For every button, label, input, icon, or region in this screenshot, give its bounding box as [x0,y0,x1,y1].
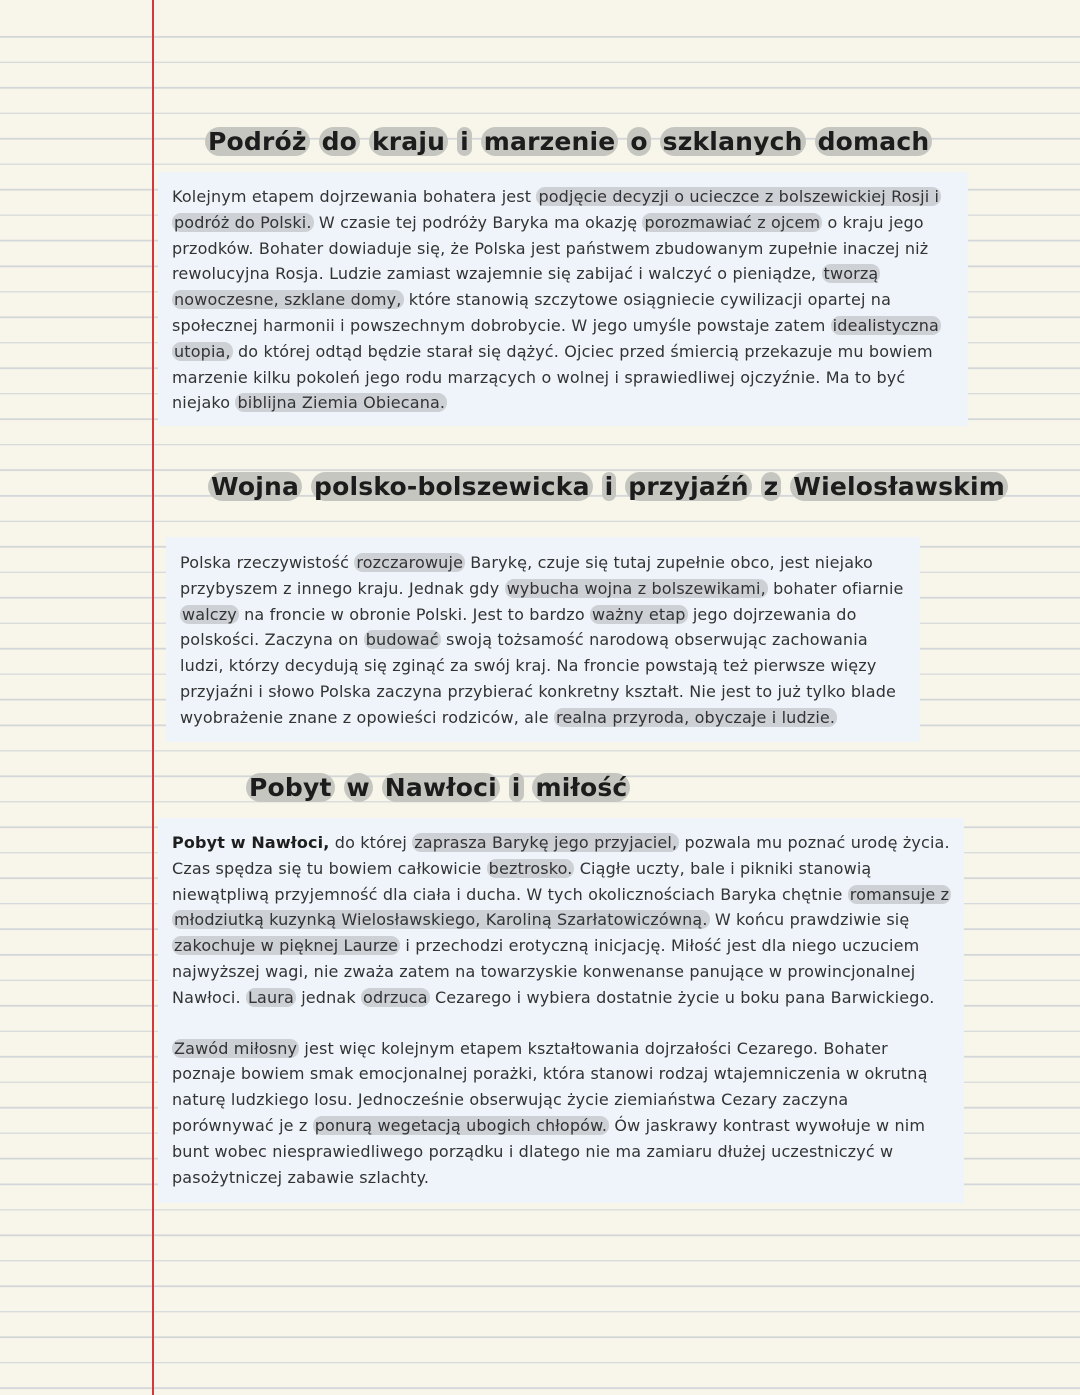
text-run: Ciągłe uczty, bale i pikniki stanowią niewątpliwą przyjemność dla ciała i ducha. W tych okolicznościach Baryka chętnie [172,858,872,904]
heading-word: Wielosławskim [790,472,1008,501]
highlighted-phrase: idealistyczna utopia, [174,315,939,361]
highlighted-phrase: zakochuje w pięknej Laurze [174,936,399,956]
text-run: jednak [295,987,361,1007]
highlighted-phrase: rozczarowuje [356,553,464,572]
highlighted-phrase: odrzuca [363,987,428,1007]
heading-word: Pobyt [246,773,335,802]
heading-word: przyjaźń [625,472,751,501]
text-run: Polska rzeczywistość [180,553,355,572]
text-run: na froncie w obronie Polski. Jest to bardzo [238,604,591,624]
heading-word: do [319,127,360,156]
text-run: Kolejnym etapem dojrzewania bohatera jest [172,187,537,206]
highlighted-phrase: ważny etap [592,604,686,624]
text-run: jego dojrzewania do polskości. Zaczyna on [180,604,857,650]
heading-word: kraju [369,127,448,156]
margin-line [152,0,154,1395]
highlighted-phrase: Laura [247,987,294,1007]
heading-word: o [627,127,650,156]
paragraph [172,830,950,1011]
highlighted-phrase: walczy [182,604,237,624]
heading-word: miłość [532,773,630,802]
highlighted-phrase: tworzą nowoczesne, szklane domy, [174,264,879,310]
highlighted-phrase: podjęcie decyzji o ucieczce z bolszewickiej Rosji i podróż do Polski. [174,187,940,232]
heading-word: i [457,127,472,156]
text-run: które stanowią szczytowe osiągniecie cywilizacji opartej na społecznej harmonii i powszechnym dobrobycie. W jego umyśle powstaje zatem [172,290,892,335]
text-run: W czasie tej podróży Baryka ma okazję [313,212,643,232]
highlighted-phrase: Zawód miłosny [174,1038,298,1058]
bold-phrase: Pobyt w Nawłoci, [172,833,330,852]
section-note [158,172,968,426]
section-heading [205,127,932,156]
text-run: do której [329,833,413,852]
section-heading [246,773,630,802]
section-note [158,818,964,1203]
text-run: do której odtąd będzie starał się dążyć. Ojciec przed śmiercią przekazuje mu bowiem marzenie kilku pokoleń jego rodu marzących o wolnej i sprawiedliwej ojczyźnie. Ma to być niejako [172,341,933,413]
highlighted-phrase: porozmawiać z ojcem [644,212,821,232]
heading-word: i [602,472,617,501]
text-run: swoją tożsamość narodową obserwując zachowania ludzi, którzy decydują się zginąć za swój kraj. Na froncie powstają też pierwsze więzy przyjaźni i słowo Polska zaczyna przybierać konkretny kształt. Nie jest to już tylko blade wyobrażenie znane z opowieści rodziców, ale [180,630,897,727]
heading-word: z [761,472,782,501]
text-run: bohater ofiarnie [767,578,904,598]
text-run: pozwala mu poznać urodę życia. Czas spędza się tu bowiem całkowicie [172,833,950,878]
text-run: Cezarego i wybiera dostatnie życie u boku pana Barwickiego. [429,987,935,1007]
text-run: W końcu prawdziwie się [709,910,910,930]
heading-word: i [509,773,524,802]
text-run: Barykę, czuje się tutaj zupełnie obco, jest niejako przybyszem z innego kraju. Jednak gdy [180,553,873,598]
section-note [166,537,920,742]
heading-word: marzenie [481,127,619,156]
heading-word: Nawłoci [382,773,500,802]
paragraph [172,184,954,416]
highlighted-phrase: romansuje z młodziutką kuzynką Wielosławskiego, Karoliną Szarłatowiczówną. [174,884,950,930]
heading-word: Wojna [208,472,302,501]
heading-word: Podróż [205,127,310,156]
text-run: i przechodzi erotyczną inicjację. Miłość jest dla niego uczuciem najwyższej wagi, nie zważa zatem na towarzyskie konwenanse panujące w prowincjonalnej Nawłoci. [172,936,920,1007]
highlighted-phrase: budować [365,630,439,650]
paragraph [180,550,906,731]
heading-word: domach [815,127,933,156]
heading-word: polsko-bolszewicka [311,472,593,501]
paragraph [172,1036,950,1191]
highlighted-phrase: realna przyroda, obyczaje i ludzie. [555,707,836,727]
highlighted-phrase: wybucha wojna z bolszewikami, [506,578,766,598]
heading-word: szklanych [660,127,806,156]
highlighted-phrase: biblijna Ziemia Obiecana. [237,393,446,413]
text-run: Ów jaskrawy kontrast wywołuje w nim bunt wobec niesprawiedliwego porządku i dlatego nie ma zamiaru dłużej uczestniczyć w pasożytniczej zabawie szlachty. [172,1115,926,1187]
highlighted-phrase: beztrosko. [488,858,573,878]
text-run: o kraju jego przodków. Bohater dowiaduje się, że Polska jest państwem zbudowanym zupełnie inaczej niż rewolucyjna Rosja. Ludzie zamiast wzajemnie się zabijać i walczyć o pieniądze, [172,212,929,284]
highlighted-phrase: ponurą wegetacją ubogich chłopów. [314,1115,608,1135]
text-run: jest więc kolejnym etapem kształtowania dojrzałości Cezarego. Bohater poznaje bowiem smak emocjonalnej porażki, która stanowi rodzaj wtajemniczenia w okrutną naturę ludzkiego losu. Jednocześnie obserwując życie ziemiaństwa Cezary zaczyna porównywać je z [172,1038,928,1135]
section-heading [208,472,1008,501]
highlighted-phrase: zaprasza Barykę jego przyjaciel, [414,833,678,852]
heading-word: w [344,773,373,802]
